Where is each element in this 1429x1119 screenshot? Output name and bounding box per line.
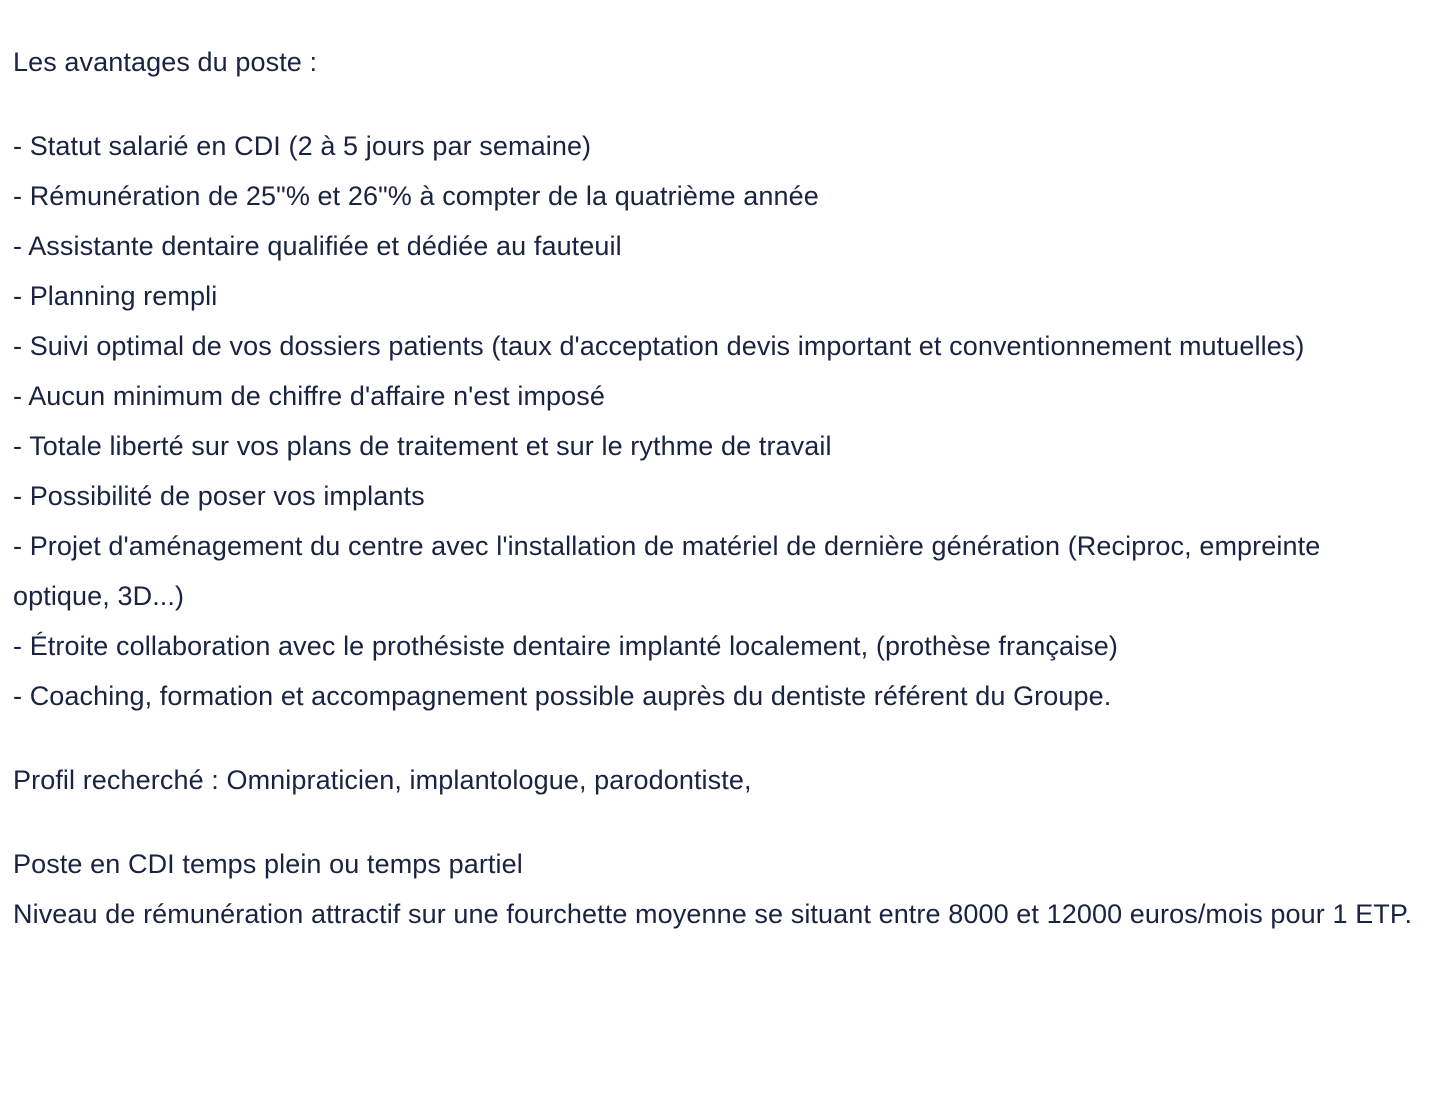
profile-text: Profil recherché : Omnipraticien, implantologue, parodontiste, — [13, 765, 752, 795]
list-item: - Possibilité de poser vos implants — [13, 481, 425, 511]
list-item: - Projet d'aménagement du centre avec l'installation de matériel de dernière génération (Reciproc, empreinte optique, 3D...) — [13, 531, 1321, 611]
list-item: - Rémunération de 25"% et 26"% à compter de la quatrième année — [13, 181, 819, 211]
contract-text: Poste en CDI temps plein ou temps partiel — [13, 849, 523, 879]
list-item: - Suivi optimal de vos dossiers patients (taux d'acceptation devis important et conventionnement mutuelles) — [13, 331, 1305, 361]
salary-text: Niveau de rémunération attractif sur une fourchette moyenne se situant entre 8000 et 12000 euros/mois pour 1 ETP. — [13, 899, 1413, 929]
list-item: - Étroite collaboration avec le prothésiste dentaire implanté localement, (prothèse française) — [13, 631, 1118, 661]
list-item: - Coaching, formation et accompagnement possible auprès du dentiste référent du Groupe. — [13, 681, 1112, 711]
list-item: - Aucun minimum de chiffre d'affaire n'est imposé — [13, 381, 605, 411]
list-item: - Assistante dentaire qualifiée et dédiée au fauteuil — [13, 231, 622, 261]
list-item: - Statut salarié en CDI (2 à 5 jours par semaine) — [13, 131, 592, 161]
advantages-heading: Les avantages du poste : — [13, 47, 318, 77]
list-item: - Totale liberté sur vos plans de traitement et sur le rythme de travail — [13, 431, 832, 461]
list-item: - Planning rempli — [13, 281, 218, 311]
advantages-list — [13, 121, 1413, 721]
job-description — [13, 37, 1413, 939]
